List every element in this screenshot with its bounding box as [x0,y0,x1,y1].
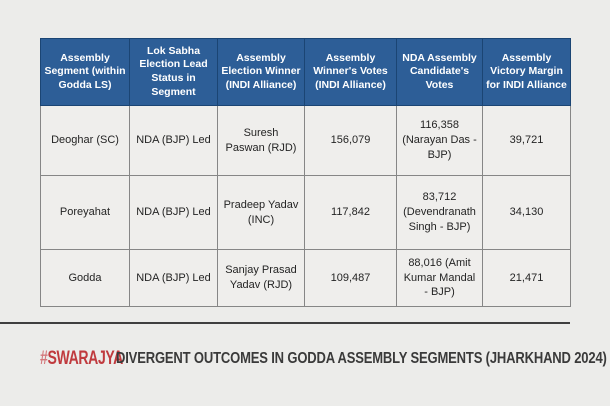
header-cell-winner-votes: Assembly Winner's Votes (INDI Alliance) [305,39,397,106]
footer [40,347,610,371]
header-cell-lead-status: Lok Sabha Election Lead Status in Segment [130,39,218,106]
cell-winner: Sanjay Prasad Yadav (RJD) [218,250,305,307]
cell-margin: 39,721 [483,106,571,176]
cell-lead-status: NDA (BJP) Led [130,106,218,176]
cell-segment: Deoghar (SC) [41,106,130,176]
cell-nda-votes: 83,712 (Devendranath Singh - BJP) [397,176,483,250]
cell-segment: Poreyahat [41,176,130,250]
cell-margin: 34,130 [483,176,571,250]
cell-nda-votes: 88,016 (Amit Kumar Mandal - BJP) [397,250,483,307]
header-cell-victory-margin: Assembly Victory Margin for INDI Alliance [483,39,571,106]
cell-winner-votes: 156,079 [305,106,397,176]
table-row-poreyahat [41,176,571,250]
hash-symbol: # [40,348,48,369]
brand-name: SWARAJYA [47,348,123,369]
cell-nda-votes: 116,358 (Narayan Das - BJP) [397,106,483,176]
chart-title: DIVERGENT OUTCOMES IN GODDA ASSEMBLY SEGMENTS (JHARKHAND 2024) [116,350,607,367]
cell-segment: Godda [41,250,130,307]
cell-winner: Suresh Paswan (RJD) [218,106,305,176]
table-row-deoghar [41,106,571,176]
footer-divider [0,322,570,324]
cell-lead-status: NDA (BJP) Led [130,176,218,250]
header-cell-winner: Assembly Election Winner (INDI Alliance) [218,39,305,106]
table-row-godda [41,250,571,307]
cell-winner-votes: 109,487 [305,250,397,307]
header-cell-assembly-segment: Assembly Segment (within Godda LS) [41,39,130,106]
cell-winner: Pradeep Yadav (INC) [218,176,305,250]
header-cell-nda-votes: NDA Assembly Candidate's Votes [397,39,483,106]
swarajya-logo [40,348,123,370]
cell-margin: 21,471 [483,250,571,307]
results-table [40,38,571,307]
cell-winner-votes: 117,842 [305,176,397,250]
cell-lead-status: NDA (BJP) Led [130,250,218,307]
header-row [41,39,571,106]
